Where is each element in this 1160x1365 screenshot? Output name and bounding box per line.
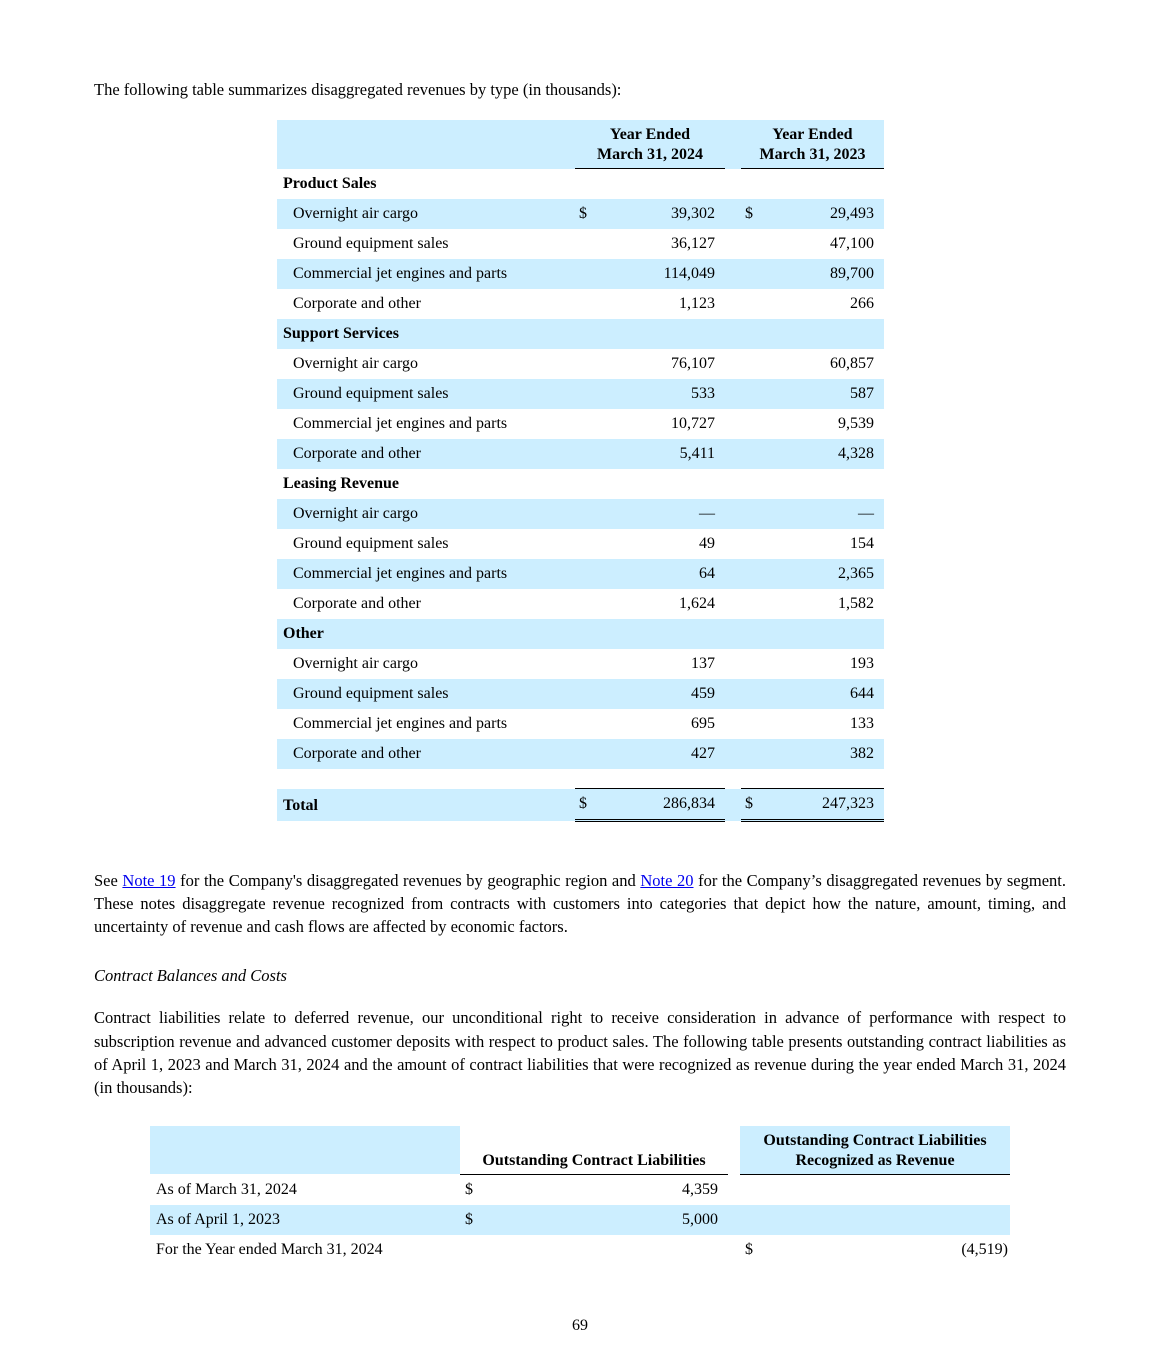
gap-cell <box>728 1205 740 1235</box>
dollar-sign-2023-cell <box>741 409 763 439</box>
value-2023-cell: 4,328 <box>838 444 874 462</box>
value-2023-cell <box>763 319 884 349</box>
value-2023-cell: 133 <box>850 714 874 732</box>
dollar-sign-2024-cell <box>575 469 597 499</box>
contract-table-body <box>150 1126 1010 1265</box>
row-label: Total <box>283 796 318 814</box>
gap-cell <box>725 289 741 319</box>
item-row <box>277 739 884 769</box>
dollar-sign-2023-cell <box>741 439 763 469</box>
dollar-sign-2024-cell <box>575 679 597 709</box>
dollar-sign-cell: $ <box>745 1240 753 1258</box>
value-2023-cell: 266 <box>850 294 874 312</box>
spacer-row <box>277 769 884 789</box>
row-label: Ground equipment sales <box>293 234 449 252</box>
dollar-sign-2023-cell <box>741 709 763 739</box>
contract-table-row <box>150 1174 1010 1205</box>
row-label: Leasing Revenue <box>283 474 399 492</box>
value-2023-cell: 587 <box>850 384 874 402</box>
value-2023-cell: 9,539 <box>838 414 874 432</box>
dollar-sign-2024-cell <box>575 739 597 769</box>
gap-cell <box>725 259 741 289</box>
item-row <box>277 409 884 439</box>
item-row <box>277 349 884 379</box>
item-row <box>277 499 884 529</box>
dollar-sign-2023-cell <box>741 499 763 529</box>
value-2024-cell: 39,302 <box>671 204 715 222</box>
value-2024-cell: 459 <box>691 684 715 702</box>
section-row <box>277 169 884 199</box>
value-2023-cell: 60,857 <box>830 354 874 372</box>
gap-cell <box>725 789 741 821</box>
contract-table <box>150 1126 1010 1265</box>
header-line-2: Recognized as Revenue <box>795 1151 955 1169</box>
value-2024-cell: 10,727 <box>671 414 715 432</box>
dollar-sign-2024-cell <box>575 619 597 649</box>
item-row <box>277 589 884 619</box>
header-line-1: Outstanding Contract Liabilities <box>482 1151 706 1169</box>
dollar-sign-2024-cell <box>575 289 597 319</box>
header-line-1: Outstanding Contract Liabilities <box>763 1131 987 1149</box>
recognized-value-cell <box>762 1174 1010 1205</box>
gap-cell <box>725 649 741 679</box>
header-line-1: Year Ended <box>609 126 691 144</box>
value-2024-cell: 114,049 <box>663 264 715 282</box>
value-2024-cell: 533 <box>691 384 715 402</box>
note-19-link[interactable]: Note 19 <box>122 871 176 891</box>
item-row <box>277 529 884 559</box>
value-2023-cell: 247,323 <box>763 789 884 821</box>
header-spacer-cell <box>277 120 575 169</box>
dollar-sign-2023-cell <box>741 529 763 559</box>
dollar-sign-2024-cell <box>575 409 597 439</box>
value-2024-cell: 36,127 <box>671 234 715 252</box>
value-2023-cell <box>763 469 884 499</box>
value-2023-cell: 154 <box>850 534 874 552</box>
dollar-sign-2023-cell <box>741 289 763 319</box>
value-2023-cell <box>763 169 884 199</box>
contract-table-row <box>150 1235 1010 1265</box>
spacer-cell <box>277 769 884 789</box>
header-line-1: Year Ended <box>772 126 853 144</box>
item-row <box>277 259 884 289</box>
year-ended-column-header <box>741 120 884 169</box>
value-2024-cell: 286,834 <box>597 789 725 821</box>
value-2023-cell: 2,365 <box>838 564 874 582</box>
gap-cell <box>725 409 741 439</box>
outstanding-value-cell <box>482 1235 728 1265</box>
value-2024-cell <box>597 469 725 499</box>
dollar-sign-2024-cell <box>575 169 597 199</box>
gap-cell <box>725 319 741 349</box>
value-2023-cell: 644 <box>850 684 874 702</box>
item-row <box>277 649 884 679</box>
revenue-table <box>277 120 884 822</box>
row-label: Corporate and other <box>293 294 421 312</box>
value-2023-cell: 1,582 <box>838 594 874 612</box>
row-label: As of April 1, 2023 <box>156 1210 280 1228</box>
contract-table-header-row <box>150 1126 1010 1175</box>
header-spacer-cell <box>150 1126 460 1175</box>
gap-cell <box>725 619 741 649</box>
value-2024-cell <box>597 169 725 199</box>
dollar-sign-2024-cell <box>575 709 597 739</box>
item-row <box>277 379 884 409</box>
row-label: Ground equipment sales <box>293 684 449 702</box>
gap-cell <box>725 469 741 499</box>
value-2023-cell: 382 <box>850 744 874 762</box>
dollar-sign-cell: $ <box>465 1210 473 1228</box>
dollar-sign-cell <box>740 1174 762 1205</box>
gap-cell <box>725 559 741 589</box>
gap-cell <box>725 169 741 199</box>
gap-cell <box>728 1235 740 1265</box>
row-label: Overnight air cargo <box>293 204 418 222</box>
gap-cell <box>725 679 741 709</box>
value-2024-cell <box>597 319 725 349</box>
gap-cell <box>728 1174 740 1205</box>
item-row <box>277 229 884 259</box>
outstanding-value-cell: 5,000 <box>682 1210 718 1228</box>
value-2023-cell: 47,100 <box>830 234 874 252</box>
contract-table-row <box>150 1205 1010 1235</box>
dollar-sign-2024-cell <box>575 229 597 259</box>
item-row <box>277 679 884 709</box>
contract-column-header <box>460 1126 728 1175</box>
value-2024-cell: 427 <box>691 744 715 762</box>
gap-cell <box>725 349 741 379</box>
value-2024-cell: 49 <box>699 534 715 552</box>
section-row <box>277 319 884 349</box>
gap-cell <box>725 199 741 229</box>
item-row <box>277 709 884 739</box>
dollar-sign-2023-cell: $ <box>745 204 753 222</box>
row-label: For the Year ended March 31, 2024 <box>156 1240 383 1258</box>
dollar-sign-2023-cell <box>741 379 763 409</box>
dollar-sign-2023-cell <box>741 259 763 289</box>
dollar-sign-2024-cell <box>575 559 597 589</box>
dollar-sign-2024-cell: $ <box>575 789 597 821</box>
notes-paragraph <box>94 869 1066 938</box>
dollar-sign-2024-cell <box>575 499 597 529</box>
revenue-table-body <box>277 120 884 821</box>
value-2024-cell: 1,123 <box>679 294 715 312</box>
dollar-sign-2024-cell <box>575 319 597 349</box>
dollar-sign-2023-cell: $ <box>741 789 763 821</box>
page-number: 69 <box>572 1316 588 1334</box>
contract-paragraph: Contract liabilities relate to deferred revenue, our unconditional right to receive consideration in advance of performance with respect to subscription revenue and advanced customer deposits with respect to product sales. The following table presents outstanding contract liabilities as of April 1, 2023 and March 31, 2024 and the amount of contract liabilities that were recognized as revenue during the year ended March 31, 2024 (in thousands): <box>94 1008 1066 1097</box>
header-line-2: March 31, 2024 <box>597 146 703 164</box>
dollar-sign-2023-cell <box>741 469 763 499</box>
dollar-sign-2024-cell: $ <box>579 204 587 222</box>
gap-cell <box>725 529 741 559</box>
gap-cell <box>725 499 741 529</box>
value-2024-cell: 695 <box>691 714 715 732</box>
item-row <box>277 439 884 469</box>
dollar-sign-cell <box>740 1205 762 1235</box>
notes-text-middle: for the Company's disaggregated revenues by geographic region and <box>175 871 641 891</box>
dollar-sign-cell: $ <box>465 1180 473 1198</box>
gap-cell <box>725 589 741 619</box>
dollar-sign-2024-cell <box>575 379 597 409</box>
row-label: Commercial jet engines and parts <box>293 714 508 732</box>
row-label: Commercial jet engines and parts <box>293 564 508 582</box>
gap-cell <box>725 229 741 259</box>
dollar-sign-2024-cell <box>575 439 597 469</box>
row-label: Commercial jet engines and parts <box>293 414 508 432</box>
notes-text-before: See <box>94 871 123 891</box>
section-row <box>277 469 884 499</box>
dollar-sign-2023-cell <box>741 649 763 679</box>
dollar-sign-2023-cell <box>741 319 763 349</box>
value-2024-cell: 5,411 <box>679 444 715 462</box>
header-line-2: March 31, 2023 <box>759 146 866 164</box>
dollar-sign-2023-cell <box>741 739 763 769</box>
revenue-table-header-row <box>277 120 884 169</box>
row-label: Overnight air cargo <box>293 504 418 522</box>
contract-balances-heading: Contract Balances and Costs <box>94 966 287 986</box>
dollar-sign-2023-cell <box>741 619 763 649</box>
row-label: Product Sales <box>283 174 377 192</box>
row-label: Ground equipment sales <box>293 384 449 402</box>
value-2024-cell: 76,107 <box>671 354 715 372</box>
dollar-sign-2024-cell <box>575 259 597 289</box>
dollar-sign-2024-cell <box>575 589 597 619</box>
value-2023-cell: — <box>858 504 874 522</box>
dollar-sign-2023-cell <box>741 679 763 709</box>
dollar-sign-cell <box>460 1235 482 1265</box>
row-label: Overnight air cargo <box>293 354 418 372</box>
row-label: Commercial jet engines and parts <box>293 264 508 282</box>
header-gap-cell <box>728 1126 740 1175</box>
item-row <box>277 559 884 589</box>
intro-paragraph: The following table summarizes disaggregated revenues by type (in thousands): <box>94 80 622 99</box>
row-label: Overnight air cargo <box>293 654 418 672</box>
dollar-sign-2023-cell <box>741 349 763 379</box>
outstanding-value-cell: 4,359 <box>682 1180 718 1198</box>
value-2023-cell: 29,493 <box>830 204 874 222</box>
recognized-value-cell <box>762 1205 1010 1235</box>
section-row <box>277 619 884 649</box>
value-2024-cell: — <box>699 504 715 522</box>
dollar-sign-2023-cell <box>741 229 763 259</box>
year-ended-column-header <box>575 120 725 169</box>
dollar-sign-2024-cell <box>575 349 597 379</box>
recognized-value-cell: (4,519) <box>961 1240 1008 1258</box>
row-label: Other <box>283 624 324 642</box>
dollar-sign-2023-cell <box>741 559 763 589</box>
row-label: Corporate and other <box>293 594 421 612</box>
notes-text-after: for the Company’s disaggregated revenues by segment. These notes disaggregate revenue recognized from contracts with customers into categories that depict how the nature, amount, timing, and uncertainty of revenue and cash flows are affected by economic factors. <box>94 871 1066 937</box>
dollar-sign-2023-cell <box>741 169 763 199</box>
row-label: Corporate and other <box>293 444 421 462</box>
gap-cell <box>725 439 741 469</box>
header-gap-cell <box>725 120 741 169</box>
dollar-sign-2023-cell <box>741 589 763 619</box>
note-20-link[interactable]: Note 20 <box>640 871 694 891</box>
item-row <box>277 289 884 319</box>
value-2024-cell: 64 <box>699 564 715 582</box>
total-row <box>277 789 884 821</box>
row-label: Support Services <box>283 324 399 342</box>
value-2024-cell: 137 <box>691 654 715 672</box>
item-row <box>277 199 884 229</box>
dollar-sign-2024-cell <box>575 649 597 679</box>
gap-cell <box>725 739 741 769</box>
row-label: Ground equipment sales <box>293 534 449 552</box>
row-label: As of March 31, 2024 <box>156 1180 297 1198</box>
value-2024-cell <box>597 619 725 649</box>
gap-cell <box>725 709 741 739</box>
contract-column-header <box>740 1126 1010 1175</box>
value-2024-cell: 1,624 <box>679 594 715 612</box>
gap-cell <box>725 379 741 409</box>
value-2023-cell <box>763 619 884 649</box>
row-label: Corporate and other <box>293 744 421 762</box>
dollar-sign-2024-cell <box>575 529 597 559</box>
value-2023-cell: 193 <box>850 654 874 672</box>
value-2023-cell: 89,700 <box>830 264 874 282</box>
